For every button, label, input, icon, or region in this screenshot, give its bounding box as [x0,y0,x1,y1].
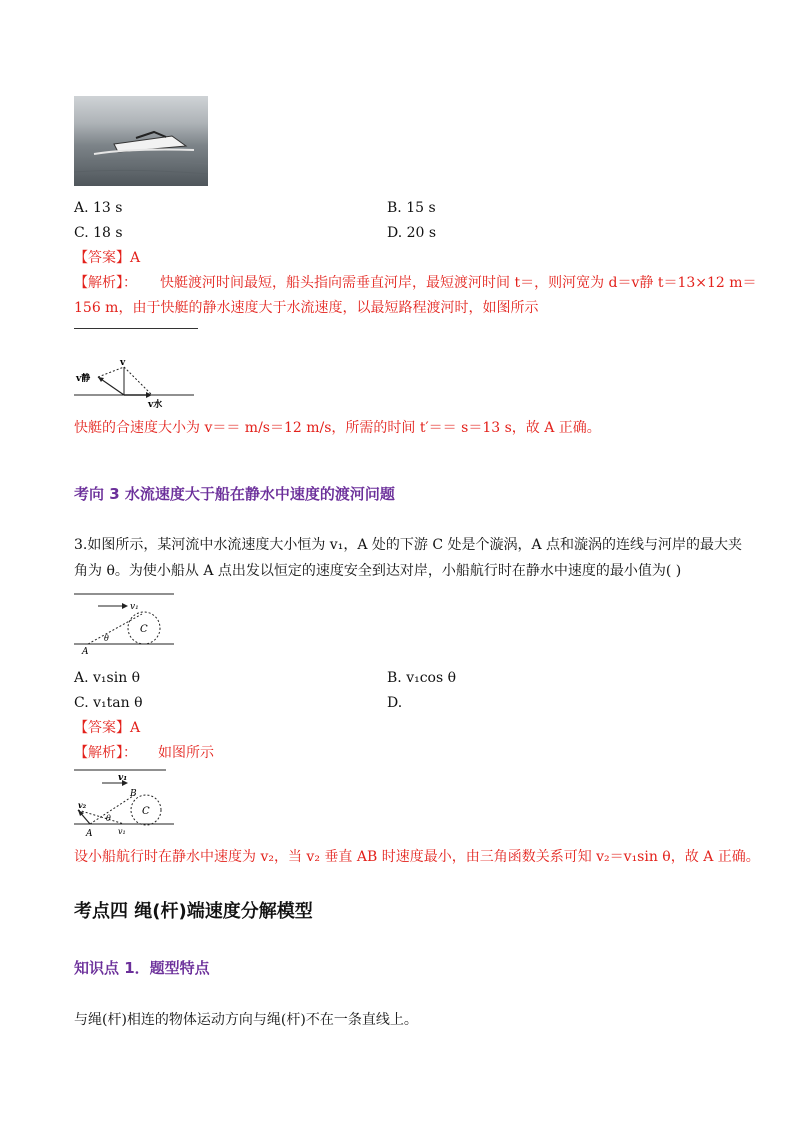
q2-option-d: D. 20 s [387,225,437,241]
speedboat-illustration [74,96,208,186]
q3-option-a: A. v₁sin θ [74,670,141,686]
q2-vector-diagram [74,355,214,410]
label-a: A [82,647,89,654]
q3-option-b: B. v₁cos θ [387,670,457,686]
q3-analysis-label: 【解析】： [74,745,137,761]
knowledge1-text: 与绳(杆)相连的物体运动方向与绳(杆)不在一条直线上。 [74,1012,418,1028]
label-v2: v₂ [78,800,87,810]
q2-answer: 【答案】A [74,250,141,266]
q2-option-b: B. 15 s [387,200,436,216]
q3-stem-line2: 角为 θ。为使小船从 A 点出发以恒定的速度安全到达对岸，小船航行时在静水中速度的最小值为( ) [74,563,682,579]
q2-option-c: C. 18 s [74,225,123,241]
point4-title: 考点四 绳(杆)端速度分解模型 [74,901,313,922]
speedboat-photo [74,96,208,186]
q2-analysis-line2: 156 m，由于快艇的静水速度大于水流速度，以最短路程渡河时，如图所示 [74,300,539,316]
label-b: B [130,789,137,799]
q2-option-a: A. 13 s [74,200,123,216]
label-theta2: θ [106,814,111,823]
knowledge1-title: 知识点 1．题型特点 [74,959,210,977]
label-v1-bottom: v₁ [118,827,126,836]
q3-analysis-text: 如图所示 [158,745,214,761]
separator-line [74,328,198,329]
q3-stem-line1: 3.如图所示，某河流中水流速度大小恒为 v₁，A 处的下游 C 处是个漩涡，A 点和漩涡的连线与河岸的最大夹 [74,537,743,553]
q3-diagram-vortex [74,592,184,654]
q3-diagram-solution [74,766,184,838]
label-c2: C [142,806,150,817]
label-theta: θ [104,634,109,643]
label-v1-top: v₁ [118,773,128,783]
label-c: C [140,624,148,635]
q3-option-c: C. v₁tan θ [74,695,143,711]
q2-analysis-line1: 快艇渡河时间最短，船头指向需垂直河岸，最短渡河时间 t＝，则河宽为 d＝v静 t＝13×12 m＝ [160,275,757,291]
section3-title: 考向 3 水流速度大于船在静水中速度的渡河问题 [74,485,395,503]
label-v1: v₁ [130,602,139,612]
q3-option-d: D. [387,695,403,711]
label-v-still: v静 [76,374,91,384]
label-a2: A [86,829,93,838]
q3-conclusion: 设小船航行时在静水中速度为 v₂，当 v₂ 垂直 AB 时速度最小，由三角函数关系可知 v₂＝v₁sin θ，故 A 正确。 [74,849,760,865]
label-v: v [120,358,126,368]
q2-analysis-label: 【解析】： [74,275,137,291]
label-v-water: v水 [148,400,163,410]
q3-answer: 【答案】A [74,720,141,736]
q2-conclusion: 快艇的合速度大小为 v＝＝ m/s＝12 m/s，所需的时间 t′＝＝ s＝13 s，故 A 正确。 [74,420,601,436]
